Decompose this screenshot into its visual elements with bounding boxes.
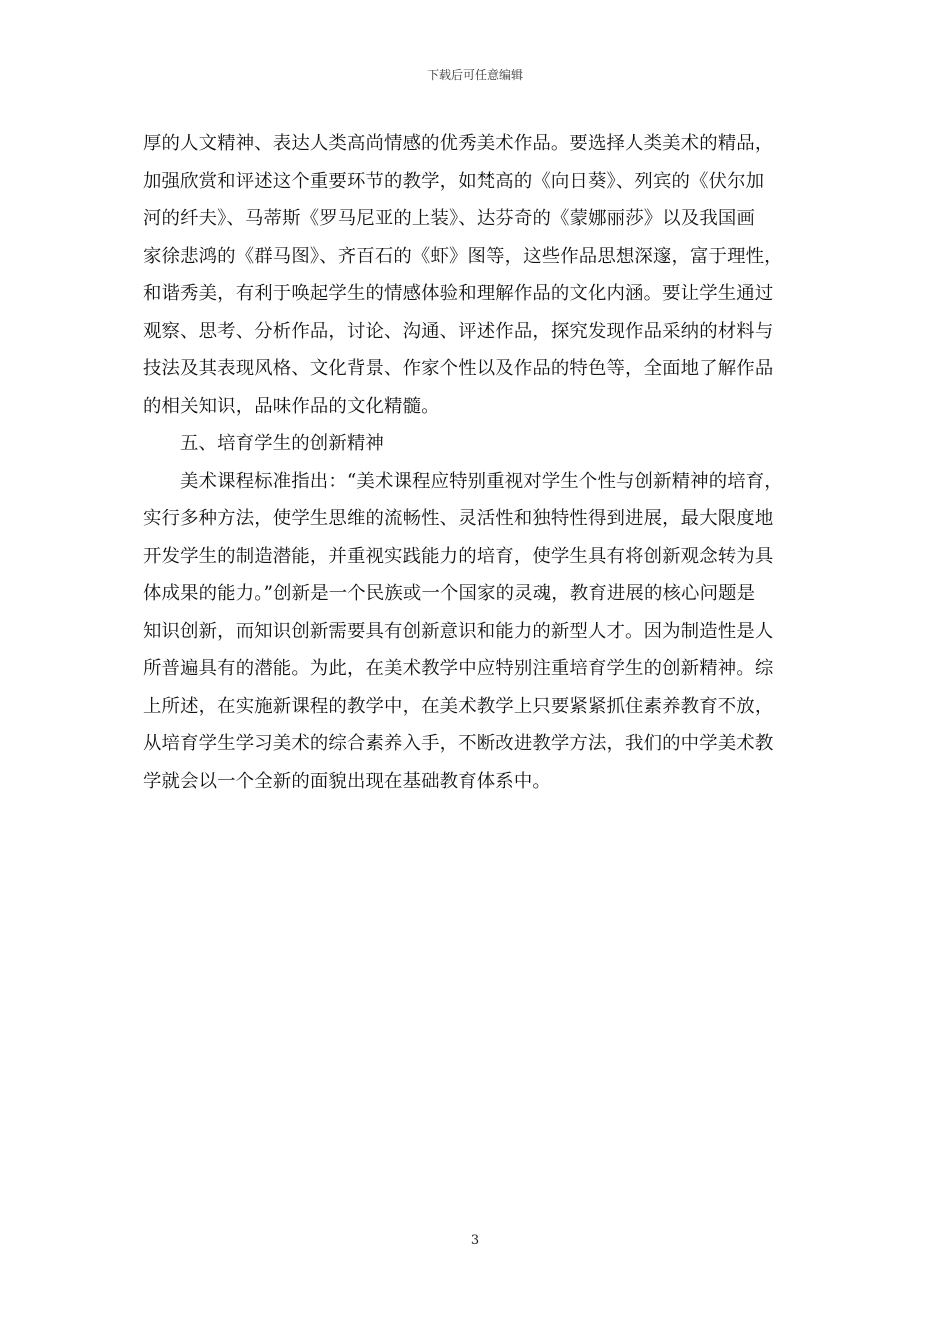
text-line: 上所述，在实施新课程的教学中，在美术教学上只要紧紧抓住素养教育不放， — [143, 695, 774, 717]
text-line: 和谐秀美，有利于唤起学生的情感体验和理解作品的文化内涵。要让学生通过 — [143, 283, 774, 304]
text-line: 加强欣赏和评述这个重要环节的教学，如梵高的《向日葵》、列宾的《伏尔加 — [143, 170, 765, 192]
text-line: 河的纤夫》、马蒂斯《罗马尼亚的上装》、达芬奇的《蒙娜丽莎》以及我国画 — [143, 208, 755, 229]
text-line: 实行多种方法，使学生思维的流畅性、灵活性和独特性得到进展，最大限度地 — [143, 508, 774, 529]
text-line: 所普遍具有的潜能。为此，在美术教学中应特别注重培育学生的创新精神。综 — [143, 658, 774, 679]
text-line: 从培育学生学习美术的综合素养入手，不断改进教学方法，我们的中学美术教 — [143, 733, 774, 754]
text-line: 观察、思考、分析作品，讨论、沟通、评述作品，探究发现作品采纳的材料与 — [143, 320, 774, 342]
text-line: 开发学生的制造潜能，并重视实践能力的培育，使学生具有将创新观念转为具 — [143, 545, 774, 567]
text-line: 美术课程标准指出：“美术课程应特别重视对学生个性与创新精神的培育， — [180, 470, 783, 492]
text-line: 学就会以一个全新的面貌出现在基础教育体系中。 — [143, 770, 551, 792]
text-line: 知识创新，而知识创新需要具有创新意识和能力的新型人才。因为制造性是人 — [143, 620, 774, 642]
text-line: 技法及其表现风格、文化背景、作家个性以及作品的特色等，全面地了解作品 — [143, 358, 774, 379]
text-line: 家徐悲鸿的《群马图》、齐百石的《虾》图等，这些作品思想深邃，富于理性， — [143, 245, 783, 267]
page-number: 3 — [470, 1233, 480, 1248]
text-line: 的相关知识，品味作品的文化精髓。 — [143, 395, 440, 417]
body-text — [143, 125, 813, 800]
section-heading: 五、培育学生的创新精神 — [180, 433, 384, 454]
text-line: 体成果的能力。”创新是一个民族或一个国家的灵魂，教育进展的核心问题是 — [143, 583, 756, 604]
text-line: 厚的人文精神、表达人类高尚情感的优秀美术作品。要选择人类美术的精品， — [143, 133, 774, 154]
page-header: 下载后可任意编辑 — [426, 68, 523, 82]
